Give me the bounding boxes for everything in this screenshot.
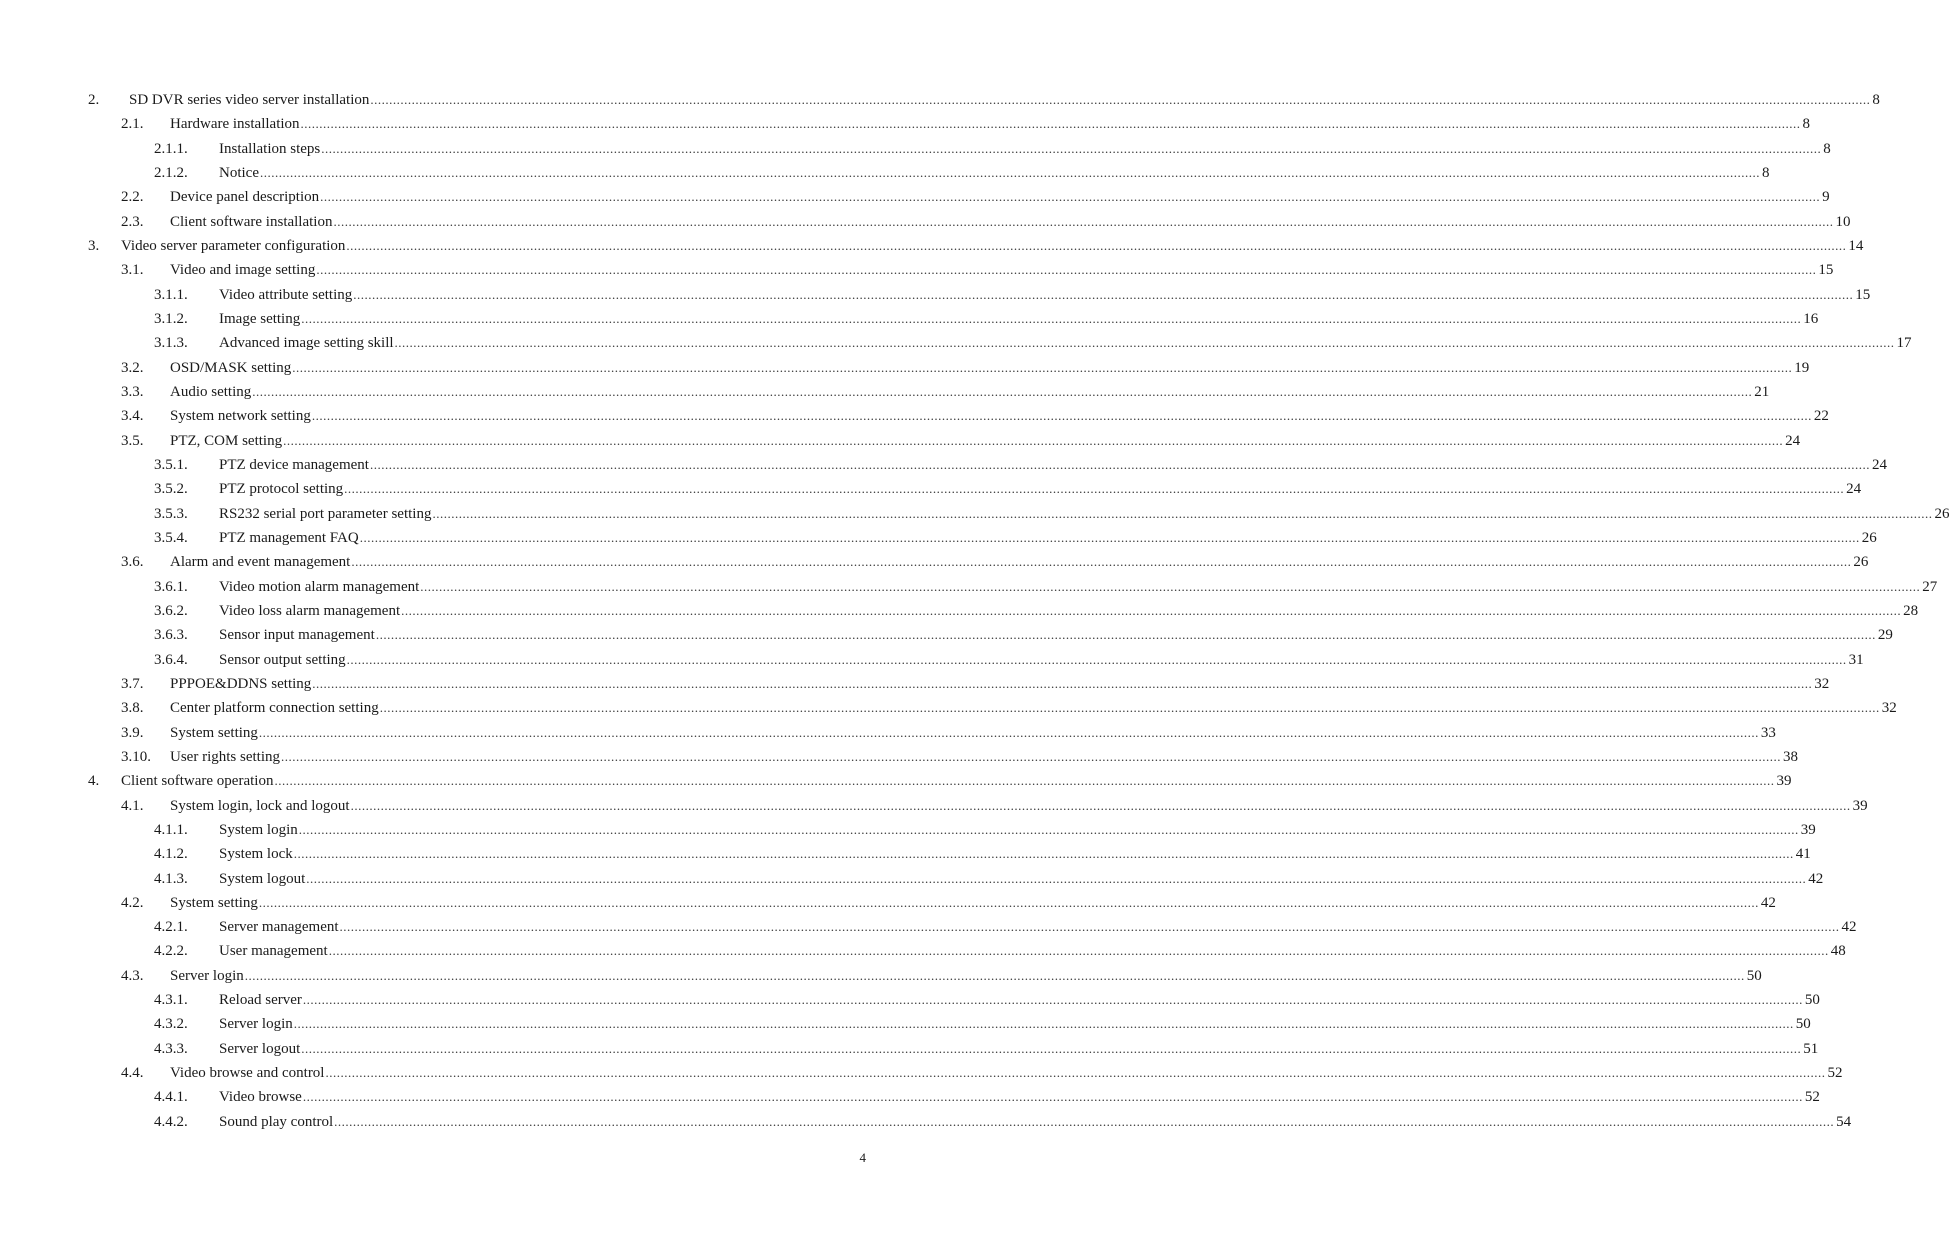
toc-entry-number: 3.4. (121, 408, 144, 425)
toc-entry-line (170, 380, 1770, 404)
toc-entry-number: 4.3.3. (154, 1040, 188, 1057)
toc-entry-title[interactable]: Server login (170, 967, 244, 984)
toc-entry-line (219, 842, 1811, 866)
toc-entry-page: 8 (1802, 116, 1811, 133)
toc-entry-title[interactable]: Video browse and control (170, 1065, 325, 1082)
toc-entry-title[interactable]: Center platform connection setting (170, 700, 379, 717)
toc-entry[interactable] (0, 331, 1912, 355)
toc-entry-title[interactable]: Client software installation (170, 213, 333, 230)
toc-entry[interactable] (0, 185, 1830, 209)
toc-entry-title[interactable]: SD DVR series video server installation (129, 92, 370, 108)
toc-dot-leader: ................................................................................................................................................................................................................................................................................................................................................................................................................ (258, 894, 1759, 910)
toc-entry-number: 4.4.1. (154, 1089, 188, 1106)
toc-dot-leader: ................................................................................................................................................................................................................................................................................................................................................................................................................ (301, 1040, 1802, 1056)
toc-entry-title[interactable]: System login (219, 821, 298, 838)
toc-entry-number: 2.1.1. (154, 140, 188, 157)
toc-entry[interactable] (0, 988, 1820, 1012)
toc-entry-line (170, 210, 1851, 234)
toc-entry-title[interactable]: Installation steps (219, 140, 321, 157)
toc-entry-title[interactable]: Reload server (219, 992, 302, 1009)
toc-dot-leader: ................................................................................................................................................................................................................................................................................................................................................................................................................ (316, 262, 1817, 278)
toc-entry-page: 41 (1795, 846, 1811, 863)
toc-entry-page: 31 (1848, 651, 1864, 668)
toc-entry-title[interactable]: PTZ protocol setting (219, 481, 344, 498)
toc-entry-page: 39 (1776, 773, 1792, 790)
toc-entry-page: 54 (1836, 1113, 1852, 1130)
toc-entry-page: 52 (1827, 1065, 1843, 1082)
toc-entry[interactable] (0, 210, 1851, 234)
toc-entry-line (170, 794, 1868, 818)
toc-entry-line (170, 356, 1810, 380)
toc-entry-title[interactable]: RS232 serial port parameter setting (219, 505, 432, 522)
toc-entry-line (219, 137, 1831, 161)
toc-entry-number: 2.3. (121, 213, 144, 230)
toc-dot-leader: ................................................................................................................................................................................................................................................................................................................................................................................................................ (334, 1113, 1835, 1129)
toc-dot-leader: ................................................................................................................................................................................................................................................................................................................................................................................................................ (293, 846, 1794, 862)
toc-entry[interactable] (0, 599, 1919, 623)
toc-entry[interactable] (0, 939, 1846, 963)
toc-entry-title[interactable]: System logout (219, 870, 306, 887)
toc-entry-title[interactable]: Alarm and event management (170, 554, 351, 571)
toc-dot-leader: ................................................................................................................................................................................................................................................................................................................................................................................................................ (298, 821, 1799, 837)
toc-entry-title[interactable]: System setting (170, 894, 258, 911)
toc-entry-number: 4.1.3. (154, 870, 188, 887)
toc-entry-line (219, 623, 1893, 647)
toc-entry-page: 8 (1823, 140, 1831, 157)
toc-dot-leader: ................................................................................................................................................................................................................................................................................................................................................................................................................ (320, 189, 1821, 205)
toc-entry-number: 4.1. (121, 797, 144, 814)
toc-dot-leader: ................................................................................................................................................................................................................................................................................................................................................................................................................ (346, 237, 1847, 253)
toc-entry[interactable] (0, 380, 1770, 404)
toc-dot-leader: ................................................................................................................................................................................................................................................................................................................................................................................................................ (420, 578, 1921, 594)
toc-entry-line (121, 234, 1864, 258)
toc-dot-leader: ................................................................................................................................................................................................................................................................................................................................................................................................................ (274, 773, 1775, 789)
table-of-contents (0, 88, 1949, 1134)
toc-entry-title[interactable]: Audio setting (170, 383, 252, 400)
toc-entry[interactable] (0, 307, 1819, 331)
toc-entry-number: 3.5.4. (154, 529, 188, 546)
toc-dot-leader: ................................................................................................................................................................................................................................................................................................................................................................................................................ (293, 1016, 1794, 1032)
toc-entry-page: 26 (1934, 505, 1949, 522)
toc-entry[interactable] (0, 1037, 1819, 1061)
toc-entry-number: 3.6.3. (154, 627, 188, 644)
toc-entry-title[interactable]: System network setting (170, 408, 311, 425)
toc-entry-title[interactable]: System lock (219, 846, 293, 863)
toc-entry-line (219, 818, 1816, 842)
toc-entry-number: 2.2. (121, 189, 144, 206)
toc-entry-number: 4. (88, 773, 100, 790)
toc-entry-line (219, 1110, 1852, 1134)
toc-entry-number: 4.1.1. (154, 821, 188, 838)
toc-entry-number: 4.4.2. (154, 1113, 188, 1130)
toc-entry-title[interactable]: Hardware installation (170, 116, 300, 133)
toc-entry-line (170, 429, 1801, 453)
toc-entry-number: 4.2.2. (154, 943, 188, 960)
toc-entry-number: 2. (88, 92, 100, 108)
toc-entry[interactable] (0, 161, 1770, 185)
toc-entry-line (219, 526, 1877, 550)
toc-entry-line (170, 721, 1776, 745)
toc-entry-page: 39 (1852, 797, 1868, 814)
toc-entry-number: 3.6.1. (154, 578, 188, 595)
toc-entry-title[interactable]: Image setting (219, 310, 301, 327)
toc-entry-line (219, 283, 1871, 307)
toc-entry-page: 29 (1877, 627, 1893, 644)
toc-entry-page: 24 (1785, 432, 1801, 449)
toc-entry[interactable] (0, 477, 1862, 501)
toc-entry-page: 38 (1783, 748, 1798, 765)
toc-entry-number: 2.1.2. (154, 164, 188, 181)
toc-entry-number: 3.5.3. (154, 505, 188, 522)
toc-entry-title[interactable]: System setting (170, 724, 258, 741)
toc-entry-line (170, 258, 1834, 282)
toc-entry-page: 9 (1822, 189, 1830, 206)
toc-entry[interactable] (0, 1012, 1811, 1036)
toc-entry[interactable] (0, 283, 1871, 307)
toc-entry-page: 17 (1896, 335, 1912, 352)
toc-dot-leader: ................................................................................................................................................................................................................................................................................................................................................................................................................ (252, 383, 1753, 399)
toc-entry[interactable] (0, 550, 1869, 574)
toc-dot-leader: ................................................................................................................................................................................................................................................................................................................................................................................................................ (379, 700, 1880, 716)
toc-entry-title[interactable]: User management (219, 943, 328, 960)
toc-entry[interactable] (0, 575, 1938, 599)
toc-entry[interactable] (0, 1110, 1852, 1134)
toc-entry-number: 4.2. (121, 894, 144, 911)
toc-entry-title[interactable]: Sensor output setting (219, 651, 346, 668)
toc-entry-page: 27 (1922, 578, 1938, 595)
toc-entry-page: 50 (1804, 992, 1820, 1009)
toc-dot-leader: ................................................................................................................................................................................................................................................................................................................................................................................................................ (301, 310, 1802, 326)
toc-entry-page: 32 (1814, 675, 1830, 692)
toc-dot-leader: ................................................................................................................................................................................................................................................................................................................................................................................................................ (281, 748, 1781, 764)
toc-entry-number: 3. (88, 237, 100, 254)
toc-entry-line (170, 745, 1798, 769)
toc-entry-line (219, 502, 1949, 526)
toc-dot-leader: ................................................................................................................................................................................................................................................................................................................................................................................................................ (300, 116, 1801, 132)
toc-dot-leader: ................................................................................................................................................................................................................................................................................................................................................................................................................ (359, 529, 1860, 545)
toc-entry-title[interactable]: Server logout (219, 1040, 301, 1057)
toc-dot-leader: ................................................................................................................................................................................................................................................................................................................................................................................................................ (302, 992, 1803, 1008)
toc-dot-leader: ................................................................................................................................................................................................................................................................................................................................................................................................................ (244, 967, 1745, 983)
toc-entry[interactable] (0, 429, 1801, 453)
toc-entry-line (219, 575, 1938, 599)
toc-entry-line (170, 404, 1829, 428)
toc-entry[interactable] (0, 404, 1829, 428)
toc-entry-line (219, 648, 1864, 672)
toc-entry-title[interactable]: PTZ, COM setting (170, 432, 283, 449)
toc-dot-leader: ................................................................................................................................................................................................................................................................................................................................................................................................................ (312, 675, 1813, 691)
toc-entry-page: 10 (1835, 213, 1851, 230)
toc-entry-page: 24 (1846, 481, 1862, 498)
toc-entry[interactable] (0, 1061, 1843, 1085)
toc-dot-leader: ................................................................................................................................................................................................................................................................................................................................................................................................................ (292, 359, 1793, 375)
toc-entry-number: 3.2. (121, 359, 144, 376)
toc-entry-title[interactable]: Video browse (219, 1089, 302, 1106)
toc-entry-line (170, 696, 1897, 720)
toc-entry-line (170, 185, 1830, 209)
toc-dot-leader: ................................................................................................................................................................................................................................................................................................................................................................................................................ (346, 651, 1847, 667)
toc-dot-leader: ................................................................................................................................................................................................................................................................................................................................................................................................................ (394, 335, 1895, 351)
toc-entry-line (219, 161, 1770, 185)
toc-entry-title[interactable]: Video server parameter configuration (121, 237, 346, 254)
toc-entry-title[interactable]: Video and image setting (170, 262, 316, 279)
toc-entry-line (170, 891, 1776, 915)
toc-entry-title[interactable]: Device panel description (170, 189, 320, 206)
page-number: 4 (859, 1150, 866, 1165)
toc-entry-page: 28 (1903, 602, 1919, 619)
toc-entry[interactable] (0, 721, 1776, 745)
toc-dot-leader: ................................................................................................................................................................................................................................................................................................................................................................................................................ (333, 213, 1834, 229)
toc-entry-page: 50 (1795, 1016, 1811, 1033)
toc-entry-page: 8 (1872, 92, 1880, 108)
toc-entry[interactable] (0, 137, 1831, 161)
toc-dot-leader: ................................................................................................................................................................................................................................................................................................................................................................................................................ (283, 432, 1784, 448)
toc-entry[interactable] (0, 234, 1864, 258)
toc-entry-number: 3.6. (121, 554, 144, 571)
toc-entry-title[interactable]: System login, lock and logout (170, 797, 350, 814)
toc-entry-number: 3.1.2. (154, 310, 188, 327)
toc-dot-leader: ................................................................................................................................................................................................................................................................................................................................................................................................................ (375, 627, 1876, 643)
toc-entry[interactable] (0, 502, 1949, 526)
toc-entry-line (219, 988, 1820, 1012)
toc-entry[interactable] (0, 842, 1811, 866)
toc-entry-line (219, 477, 1862, 501)
toc-entry[interactable] (0, 356, 1810, 380)
toc-entry[interactable] (0, 794, 1868, 818)
toc-entry-page: 42 (1808, 870, 1824, 887)
toc-entry-page: 51 (1803, 1040, 1819, 1057)
toc-dot-leader: ................................................................................................................................................................................................................................................................................................................................................................................................................ (344, 481, 1845, 497)
toc-entry-page: 26 (1861, 529, 1877, 546)
toc-dot-leader: ................................................................................................................................................................................................................................................................................................................................................................................................................ (351, 554, 1852, 570)
toc-entry-number: 3.5. (121, 432, 144, 449)
toc-entry[interactable] (0, 769, 1792, 793)
toc-entry-line (129, 88, 1880, 112)
toc-entry-number: 4.3.1. (154, 992, 188, 1009)
toc-entry[interactable] (0, 696, 1897, 720)
toc-entry-line (219, 867, 1824, 891)
toc-entry-number: 4.3. (121, 967, 144, 984)
toc-entry-line (219, 307, 1819, 331)
toc-entry-page: 14 (1848, 237, 1864, 254)
toc-entry-page: 26 (1853, 554, 1869, 571)
toc-entry-number: 3.8. (121, 700, 144, 717)
toc-entry-number: 3.1.3. (154, 335, 188, 352)
toc-entry-page: 21 (1754, 383, 1770, 400)
toc-entry-title[interactable]: User rights setting (170, 748, 280, 765)
toc-entry-title[interactable]: OSD/MASK setting (170, 359, 292, 376)
toc-entry-title[interactable]: PPPOE&DDNS setting (170, 675, 312, 692)
toc-entry-page: 42 (1760, 894, 1776, 911)
toc-dot-leader: ................................................................................................................................................................................................................................................................................................................................................................................................................ (350, 797, 1851, 813)
toc-entry[interactable] (0, 891, 1776, 915)
toc-entry-page: 24 (1871, 456, 1887, 473)
toc-entry[interactable] (0, 648, 1864, 672)
toc-entry-line (219, 915, 1857, 939)
toc-entry[interactable] (0, 453, 1887, 477)
toc-entry-page: 33 (1760, 724, 1776, 741)
toc-entry-number: 3.6.4. (154, 651, 188, 668)
toc-dot-leader: ................................................................................................................................................................................................................................................................................................................................................................................................................ (258, 724, 1759, 740)
toc-entry[interactable] (0, 672, 1830, 696)
toc-entry-line (170, 672, 1830, 696)
toc-entry[interactable] (0, 964, 1762, 988)
toc-entry-page: 15 (1818, 262, 1834, 279)
toc-entry-number: 4.1.2. (154, 846, 188, 863)
toc-dot-leader: ................................................................................................................................................................................................................................................................................................................................................................................................................ (353, 286, 1854, 302)
toc-entry-number: 3.7. (121, 675, 144, 692)
toc-entry-title[interactable]: Video loss alarm management (219, 602, 401, 619)
toc-entry[interactable] (0, 112, 1811, 136)
toc-entry-title[interactable]: Client software operation (121, 773, 274, 790)
toc-entry-number: 3.6.2. (154, 602, 188, 619)
toc-dot-leader: ................................................................................................................................................................................................................................................................................................................................................................................................................ (369, 456, 1870, 472)
toc-entry-number: 4.4. (121, 1065, 144, 1082)
toc-entry-line (219, 939, 1846, 963)
toc-entry-line (170, 1061, 1843, 1085)
toc-dot-leader: ................................................................................................................................................................................................................................................................................................................................................................................................................ (432, 505, 1933, 521)
toc-entry[interactable] (0, 1085, 1820, 1109)
toc-entry-line (219, 453, 1887, 477)
toc-entry-title[interactable]: Sensor input management (219, 627, 375, 644)
toc-entry-page: 15 (1855, 286, 1871, 303)
toc-dot-leader: ................................................................................................................................................................................................................................................................................................................................................................................................................ (370, 92, 1871, 107)
toc-entry-title[interactable]: Sound play control (219, 1113, 334, 1130)
toc-entry-line (170, 550, 1869, 574)
toc-entry-line (170, 964, 1762, 988)
toc-entry-number: 3.10. (121, 748, 151, 765)
toc-entry-page: 42 (1841, 919, 1857, 936)
toc-dot-leader: ................................................................................................................................................................................................................................................................................................................................................................................................................ (311, 408, 1812, 424)
toc-entry-number: 4.3.2. (154, 1016, 188, 1033)
toc-entry-line (219, 1037, 1819, 1061)
toc-entry-title[interactable]: Server management (219, 919, 339, 936)
toc-entry-number: 3.1. (121, 262, 144, 279)
toc-entry-page: 48 (1830, 943, 1846, 960)
toc-entry[interactable] (0, 867, 1824, 891)
toc-dot-leader: ................................................................................................................................................................................................................................................................................................................................................................................................................ (321, 140, 1822, 156)
toc-entry-page: 39 (1800, 821, 1816, 838)
toc-dot-leader: ................................................................................................................................................................................................................................................................................................................................................................................................................ (259, 164, 1760, 180)
toc-entry-page: 52 (1804, 1089, 1820, 1106)
toc-entry[interactable] (0, 818, 1816, 842)
toc-entry-line (121, 769, 1792, 793)
toc-entry[interactable] (0, 88, 1880, 112)
toc-entry-page: 8 (1761, 164, 1770, 181)
toc-dot-leader: ................................................................................................................................................................................................................................................................................................................................................................................................................ (339, 919, 1840, 935)
toc-entry-page: 16 (1803, 310, 1819, 327)
toc-entry-title[interactable]: Notice (219, 164, 259, 181)
toc-entry-line (219, 1085, 1820, 1109)
toc-entry-page: 32 (1881, 700, 1897, 717)
toc-entry-line (219, 599, 1919, 623)
toc-entry[interactable] (0, 623, 1893, 647)
toc-dot-leader: ................................................................................................................................................................................................................................................................................................................................................................................................................ (401, 602, 1902, 618)
toc-entry-title[interactable]: PTZ management FAQ (219, 529, 359, 546)
toc-entry-number: 2.1. (121, 116, 144, 133)
toc-entry-number: 4.2.1. (154, 919, 188, 936)
toc-dot-leader: ................................................................................................................................................................................................................................................................................................................................................................................................................ (306, 870, 1807, 886)
toc-entry-number: 3.5.2. (154, 481, 188, 498)
toc-entry-line (219, 331, 1912, 355)
toc-dot-leader: ................................................................................................................................................................................................................................................................................................................................................................................................................ (302, 1089, 1803, 1105)
toc-entry-title[interactable]: PTZ device management (219, 456, 369, 473)
toc-entry-number: 3.5.1. (154, 456, 188, 473)
toc-entry-title[interactable]: Video attribute setting (219, 286, 353, 303)
toc-entry[interactable] (0, 745, 1798, 769)
toc-entry-line (219, 1012, 1811, 1036)
toc-entry[interactable] (0, 915, 1857, 939)
toc-dot-leader: ................................................................................................................................................................................................................................................................................................................................................................................................................ (325, 1065, 1826, 1081)
toc-entry-page: 22 (1813, 408, 1829, 425)
toc-dot-leader: ................................................................................................................................................................................................................................................................................................................................................................................................................ (328, 943, 1829, 959)
toc-entry-line (170, 112, 1811, 136)
toc-entry-title[interactable]: Video motion alarm management (219, 578, 420, 595)
toc-entry[interactable] (0, 526, 1877, 550)
toc-entry-number: 3.3. (121, 383, 144, 400)
toc-entry-number: 3.9. (121, 724, 144, 741)
toc-entry-page: 50 (1746, 967, 1762, 984)
toc-entry-title[interactable]: Advanced image setting skill (219, 335, 394, 352)
toc-entry-page: 19 (1794, 359, 1810, 376)
toc-entry-number: 3.1.1. (154, 286, 188, 303)
toc-entry[interactable] (0, 258, 1834, 282)
toc-entry-title[interactable]: Server login (219, 1016, 293, 1033)
